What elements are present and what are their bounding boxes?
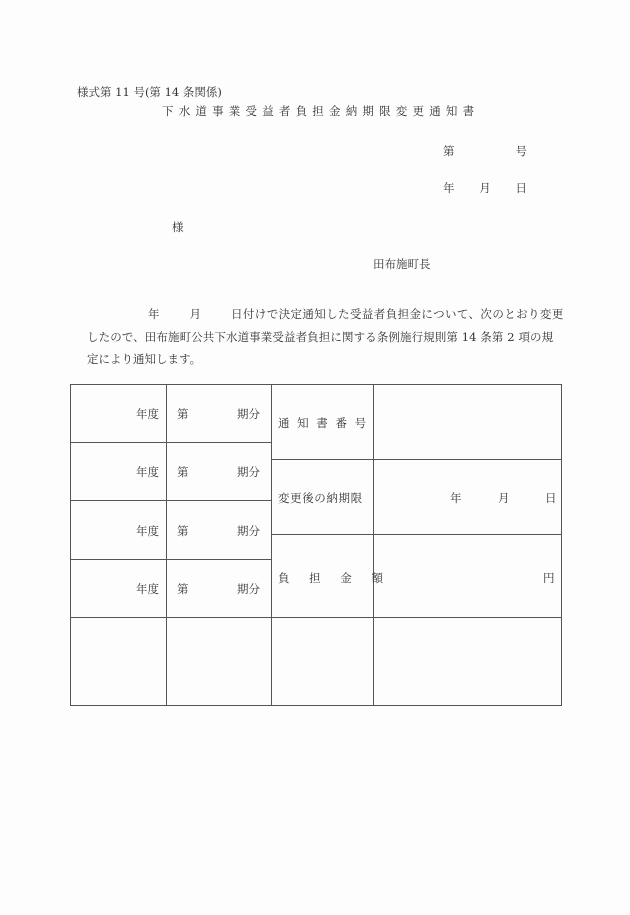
fiscal-year-label: 年度 [136, 407, 159, 421]
right-row-divider [271, 459, 562, 460]
notice-number-label: 通 知 書 番 号 [278, 416, 369, 430]
charge-amount-unit: 円 [543, 571, 555, 585]
fiscal-year-label: 年度 [136, 582, 159, 596]
period-suffix: 期分 [237, 582, 260, 596]
date-month: 月 [479, 181, 491, 195]
table-border-top [70, 384, 562, 385]
body-year: 年 [148, 307, 160, 321]
period-prefix: 第 [177, 524, 189, 538]
body-line-1-text: 日付けで決定通知した受益者負担金について、次のとおり変更 [231, 307, 564, 321]
notice-number-suffix: 号 [515, 144, 527, 158]
notice-date [443, 180, 527, 196]
period-prefix: 第 [177, 582, 189, 596]
col-divider-2 [271, 384, 272, 706]
fiscal-year-label: 年度 [136, 465, 159, 479]
document-title: 下水道事業受益者負担金納期限変更通知書 [162, 104, 480, 118]
table-border-right [561, 384, 562, 706]
left-row-divider [70, 559, 272, 560]
period-suffix: 期分 [237, 407, 260, 421]
body-month: 月 [189, 307, 201, 321]
new-due-date-year: 年 [450, 491, 462, 505]
period-suffix: 期分 [237, 465, 260, 479]
fiscal-year-label: 年度 [136, 524, 159, 538]
notice-number-prefix: 第 [443, 144, 455, 158]
left-row-divider [70, 500, 272, 501]
new-due-date-day: 日 [545, 491, 557, 505]
date-year: 年 [443, 181, 455, 195]
new-due-date-label: 変更後の納期限 [278, 491, 363, 505]
col-divider-3 [373, 384, 374, 706]
table-border-bottom [70, 705, 562, 706]
charge-amount-label: 負 担 金 額 [278, 571, 391, 585]
body-line-2: したので、田布施町公共下水道事業受益者負担に関する条例施行規則第 14 条第 2 項の規 [87, 330, 554, 344]
issuer-name: 田布施町長 [373, 257, 431, 271]
addressee-honorific: 様 [172, 220, 184, 234]
table-border-left [70, 384, 71, 706]
full-row-divider [70, 617, 562, 618]
new-due-date-month: 月 [498, 491, 510, 505]
notice-number [443, 143, 527, 159]
body-line-1 [148, 306, 564, 322]
date-day: 日 [515, 181, 527, 195]
period-prefix: 第 [177, 465, 189, 479]
left-row-divider [70, 442, 272, 443]
period-prefix: 第 [177, 407, 189, 421]
right-row-divider [271, 534, 562, 535]
form-number: 様式第 11 号(第 14 条関係) [77, 85, 222, 99]
col-divider-1 [166, 384, 167, 706]
period-suffix: 期分 [237, 524, 260, 538]
body-line-3: 定により通知します。 [87, 352, 202, 366]
